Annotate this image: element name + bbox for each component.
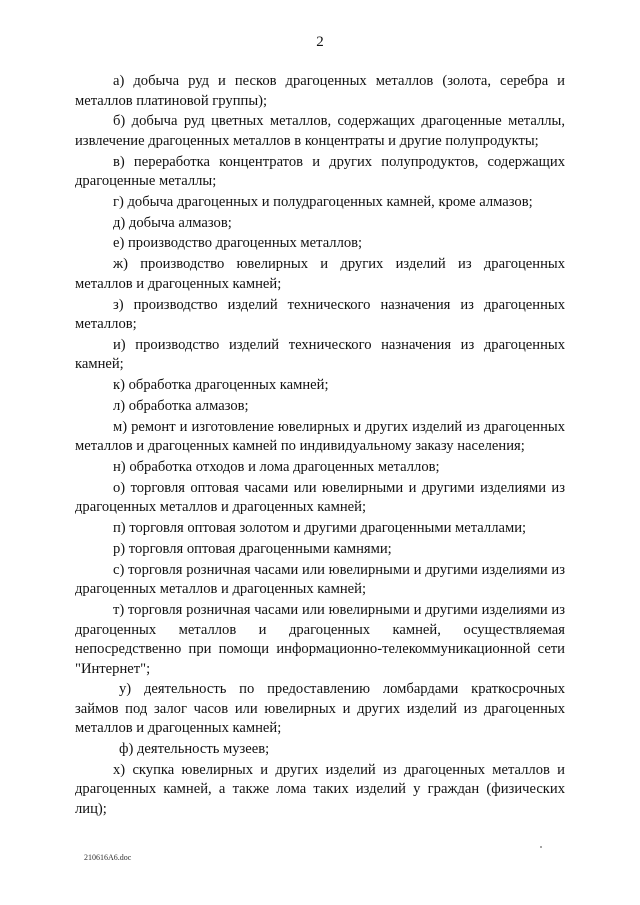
list-item: л) обработка алмазов; bbox=[113, 397, 249, 414]
list-item: б) добыча руд цветных металлов, содержащих драгоценные металлы, извлечение драгоценных металлов в концентраты и другие полупродукты; bbox=[75, 113, 565, 149]
list-item: р) торговля оптовая драгоценными камнями; bbox=[113, 540, 392, 557]
list-item: е) производство драгоценных металлов; bbox=[113, 235, 363, 252]
list-item: п) торговля оптовая золотом и другими драгоценными металлами; bbox=[113, 520, 527, 537]
scan-speck bbox=[540, 846, 542, 848]
list-item: н) обработка отходов и лома драгоценных металлов; bbox=[113, 459, 440, 476]
list-item: т) торговля розничная часами или ювелирными и другими изделиями из драгоценных металлов и драгоценных камней, осуществляемая непосредственно при помощи информационно-телекоммуникационной сети "Интернет"; bbox=[75, 602, 565, 677]
list-item: и) производство изделий технического назначения из драгоценных камней; bbox=[75, 336, 565, 373]
list-item: ф) деятельность музеев; bbox=[119, 741, 270, 758]
list-item: м) ремонт и изготовление ювелирных и других изделий из драгоценных металлов и драгоценных камней по индивидуальному заказу населения; bbox=[75, 418, 565, 455]
list-item: с) торговля розничная часами или ювелирными и другими изделиями из драгоценных металлов и драгоценных камней; bbox=[75, 561, 565, 598]
list-item: в) переработка концентратов и других полупродуктов, содержащих драгоценные металлы; bbox=[75, 153, 565, 190]
page-number: 2 bbox=[316, 34, 324, 50]
list-item: а) добыча руд и песков драгоценных металлов (золота, серебра и металлов платиновой группы); bbox=[75, 73, 565, 109]
list-item: х) скупка ювелирных и других изделий из драгоценных металлов и драгоценных камней, а также лома таких изделий у граждан (физических лиц); bbox=[75, 761, 565, 817]
footer-file-code: 210616A6.doc bbox=[84, 853, 132, 862]
list-item: о) торговля оптовая часами или ювелирными и другими изделиями из драгоценных металлов и драгоценных камней; bbox=[75, 479, 565, 516]
document-body bbox=[75, 72, 565, 821]
list-item: д) добыча алмазов; bbox=[113, 214, 232, 231]
list-item: з) производство изделий технического назначения из драгоценных металлов; bbox=[75, 296, 565, 333]
list-item: г) добыча драгоценных и полудрагоценных камней, кроме алмазов; bbox=[113, 193, 533, 210]
list-item: ж) производство ювелирных и других изделий из драгоценных металлов и драгоценных камней; bbox=[75, 256, 565, 292]
list-item: к) обработка драгоценных камней; bbox=[113, 377, 329, 394]
list-item: у) деятельность по предоставлению ломбардами краткосрочных займов под залог часов или ювелирных и других изделий из драгоценных металлов и драгоценных камней; bbox=[75, 681, 565, 737]
